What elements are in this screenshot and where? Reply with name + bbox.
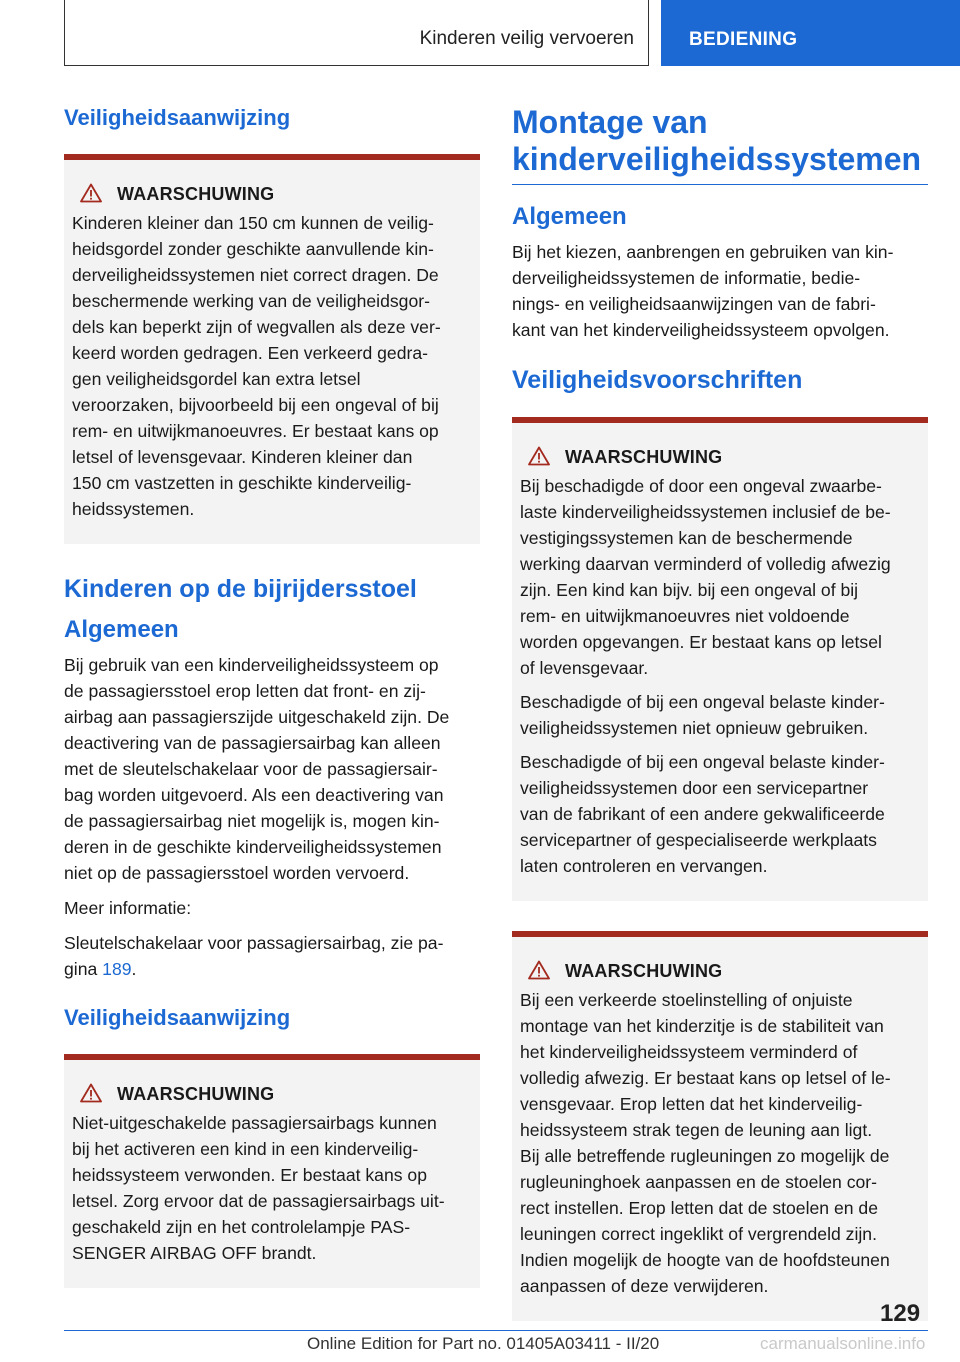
header-section-title: Kinderen veilig vervoeren — [419, 28, 634, 49]
header-chapter-label: BEDIENING — [689, 29, 798, 50]
warning-header — [72, 182, 472, 206]
warning-triangle-icon — [72, 1083, 117, 1105]
header-chapter-tab — [661, 0, 960, 66]
footer-watermark: carmanualsonline.info — [760, 1334, 926, 1353]
warning-header — [520, 445, 920, 469]
warning-label: WAARSCHUWING — [117, 183, 275, 204]
page-number: 129 — [880, 1300, 921, 1327]
page-reference-link[interactable]: 189 — [102, 959, 132, 979]
warning-triangle-icon — [520, 446, 565, 468]
warning-triangle-icon — [520, 960, 565, 982]
heading-mounting-systems: Montage van kinderveiligheidssystemen — [512, 96, 928, 185]
more-info-label: Meer informatie: — [64, 898, 192, 918]
warning-text: Bij beschadigde of door een ongeval zwaarbe- laste kinderveiligheidssystemen inclusief de be- vestigingssystemen kan de beschermende werking daarvan verminderd of volledig afwezig zijn. Een kind kan bijv. bij een ongeval of bij rem- en uitwijkmanoeuvres niet voldoende worden opgevangen. Er bestaat kans op letsel of levensgevaar. — [520, 476, 891, 678]
cross-reference: Sleutelschakelaar voor passagiersairbag, zie pa- gina 189. — [64, 933, 444, 979]
warning-text: Bij een verkeerde stoelinstelling of onjuiste montage van het kinderzitje is de stabiliteit van het kinderveiligheidssysteem verminderd of volledig afwezig. Er bestaat kans op letsel of le- vensgevaar. Erop letten dat het kinderveilig- heidssysteem strak tegen de leuning aan ligt. Bij alle betreffende rugleuningen zo mogelijk de rugleuninghoek aanpassen en de stoelen cor- rect instellen. Erop letten dat de stoelen en de leuningen correct ingeklikt of vergrendeld zijn. Indien mogelijk de hoogte van de hoofdsteunen aanpassen of deze verwijderen. — [520, 990, 891, 1296]
warning-label: WAARSCHUWING — [117, 1083, 275, 1104]
heading-safety-note-2: Veiligheidsaanwijzing — [64, 1005, 291, 1030]
warning-text: Kinderen kleiner dan 150 cm kunnen de veilig- heidsgordel zonder geschikte aanvullende kin- derveiligheidssystemen niet correct dragen. De beschermende werking van de veiligheidsgor- dels kan beperkt zijn of wegvallen als deze ver- keerd worden gedragen. Een verkeerd gedra- gen veiligheidsgordel kan extra letsel veroorzaken, bijvoorbeeld bij een ongeval of bij rem- en uitwijkmanoeuvres. Er bestaat kans op letsel of levensgevaar. Kinderen kleiner dan 150 cm vastzetten in geschikte kinderveilig- heidssystemen. — [72, 213, 441, 519]
warning-label: WAARSCHUWING — [565, 960, 723, 981]
warning-label: WAARSCHUWING — [565, 446, 723, 467]
right-column — [512, 96, 928, 1351]
warning-triangle-icon — [72, 183, 117, 205]
header-section-box — [64, 0, 649, 66]
left-column — [64, 96, 480, 1318]
general-paragraph-right: Bij het kiezen, aanbrengen en gebruiken van kin- derveiligheidssystemen de informatie, bedie- nings- en veiligheidsaanwijzingen van de fabri- kant van het kinderveiligheidssysteem opvolgen. — [512, 242, 894, 340]
warning-text: Beschadigde of bij een ongeval belaste kinder- veiligheidssystemen niet opnieuw gebruiken. — [520, 692, 885, 738]
heading-passenger-seat: Kinderen op de bijrijdersstoel — [64, 575, 417, 603]
heading-safety-note-1: Veiligheidsaanwijzing — [64, 105, 291, 130]
warning-box-child-height — [64, 154, 480, 544]
heading-general-right: Algemeen — [512, 203, 627, 230]
warning-box-damaged-systems — [512, 417, 928, 901]
warning-header — [72, 1082, 472, 1106]
warning-text: Beschadigde of bij een ongeval belaste kinder- veiligheidssystemen door een servicepartner van de fabrikant of een andere gekwalificeerde servicepartner of gespecialiseerde werkplaats laten controleren en vervangen. — [520, 752, 885, 876]
heading-safety-rules: Veiligheidsvoorschriften — [512, 366, 803, 394]
warning-box-airbag — [64, 1054, 480, 1288]
footer-edition: Online Edition for Part no. 01405A03411 - II/20 — [307, 1334, 660, 1353]
footer-divider — [64, 1330, 928, 1331]
warning-box-seat-adjustment — [512, 931, 928, 1321]
warning-header — [520, 959, 920, 983]
general-paragraph: Bij gebruik van een kinderveiligheidssysteem op de passagiersstoel erop letten dat front- en zij- airbag aan passagierszijde uitgeschakeld zijn. De deactivering van de passagiersairbag kan alleen met de sleutelschakelaar voor de passagiersair- bag worden uitgevoerd. Als een deactivering van de passagiersairbag niet mogelijk is, mogen kin- deren in de geschikte kinderveiligheidssystemen niet op de passagiersstoel worden vervoerd. — [64, 655, 450, 883]
heading-general: Algemeen — [64, 616, 179, 643]
warning-text: Niet-uitgeschakelde passagiersairbags kunnen bij het activeren een kind in een kinderveilig- heidssysteem verwonden. Er bestaat kans op letsel. Zorg ervoor dat de passagiersairbags uit- geschakeld zijn en het controlelampje PAS- SENGER AIRBAG OFF brandt. — [72, 1113, 445, 1263]
